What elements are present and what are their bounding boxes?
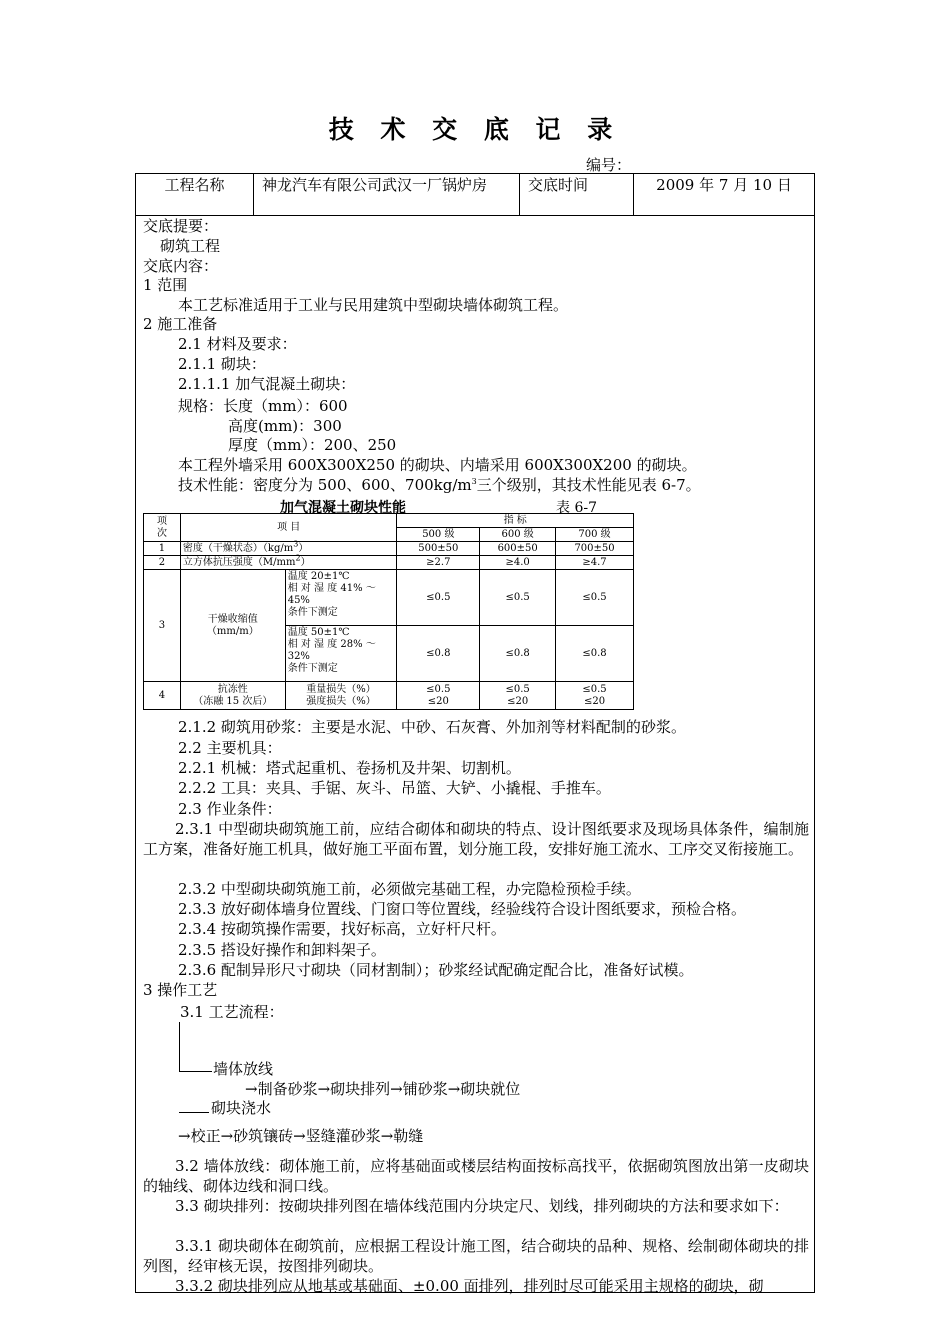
row-3-item: 干燥收缩值 （mm/m） bbox=[180, 570, 285, 682]
briefing-time-value: 2009 年 7 月 10 日 bbox=[656, 176, 792, 194]
row-1-val-500: 500±50 bbox=[397, 542, 480, 556]
col-no-header: 项 次 bbox=[144, 514, 181, 542]
section-1-heading: 1 范围 bbox=[143, 276, 188, 294]
spec-thickness: 厚度（mm）：200、250 bbox=[228, 436, 397, 454]
row-2-val-600: ≥4.0 bbox=[480, 556, 556, 570]
performance-sup: 3 bbox=[471, 477, 477, 486]
section-3-3-1: 3.3.1 砌块砌体在砌筑前，应根据工程设计施工图，结合砌块的品种、规格、绘制砌体砌块的排列图，经审核无误，按图排列砌块。 bbox=[143, 1237, 809, 1275]
flow-steps-row-1: →制备砂浆→砌块排列→铺砂浆→砌块就位 bbox=[245, 1080, 521, 1098]
table-number: 表 6-7 bbox=[556, 500, 597, 516]
summary-label: 交底提要： bbox=[143, 217, 219, 235]
content-label: 交底内容： bbox=[143, 257, 219, 275]
flow-step-wall-layout: 墙体放线 bbox=[213, 1060, 274, 1078]
section-2-2-1: 2.2.1 机械：塔式起重机、卷扬机及井架、切割机。 bbox=[178, 759, 521, 777]
flow-bracket bbox=[179, 1022, 180, 1072]
project-name-label: 工程名称 bbox=[136, 174, 254, 215]
row-4-no: 4 bbox=[144, 682, 181, 710]
grade-700: 700 级 bbox=[556, 528, 634, 542]
section-2-3-2: 2.3.2 中型砌块砌筑施工前，必须做完基础工程，办完隐检预检手续。 bbox=[178, 880, 641, 898]
col-item-header: 项 目 bbox=[180, 514, 397, 542]
row-3a-val-700: ≤0.5 bbox=[556, 570, 634, 626]
section-2-3-6: 2.3.6 配制异形尺寸砌块（同材割制）；砂浆经试配确定配合比，准备好试模。 bbox=[178, 961, 694, 979]
briefing-time-label: 交底时间 bbox=[520, 174, 634, 215]
performance-text-a: 技术性能：密度分为 500、600、700kg/m bbox=[178, 476, 472, 494]
row-1-item-b: ） bbox=[298, 542, 309, 554]
row-1-val-600: 600±50 bbox=[480, 542, 556, 556]
grade-600: 600 级 bbox=[480, 528, 556, 542]
wall-spec-text: 本工程外墙采用 600X300X250 的砌块、内墙采用 600X300X200 的砌块。 bbox=[178, 456, 697, 474]
row-4-item: 抗冻性 （冻融 15 次后） bbox=[180, 682, 285, 710]
page-title: 技 术 交 底 记 录 bbox=[328, 115, 622, 144]
section-2-2: 2.2 主要机具： bbox=[178, 739, 282, 757]
row-3a-val-500: ≤0.5 bbox=[397, 570, 480, 626]
row-3b-condition: 温度 50±1℃ 相 对 湿 度 28% ～ 32% 条件下测定 bbox=[285, 626, 397, 682]
row-2-val-500: ≥2.7 bbox=[397, 556, 480, 570]
row-3-no: 3 bbox=[144, 570, 181, 682]
section-2-3: 2.3 作业条件： bbox=[178, 800, 282, 818]
section-2-1-1: 2.1.1 砌块： bbox=[178, 355, 266, 373]
spec-height: 高度(mm)：300 bbox=[228, 417, 342, 435]
section-3-3: 3.3 砌块排列：按砌块排列图在墙体线范围内分块定尺、划线，排列砌块的方法和要求如下： bbox=[175, 1197, 789, 1215]
section-1-text: 本工艺标准适用于工业与民用建筑中型砌块墙体砌筑工程。 bbox=[178, 296, 569, 314]
table-caption: 加气混凝土砌块性能 bbox=[280, 500, 406, 516]
section-2-2-2: 2.2.2 工具：夹具、手锯、灰斗、吊篮、大铲、小撬棍、手推车。 bbox=[178, 779, 611, 797]
col-index-header: 指 标 bbox=[397, 514, 634, 528]
flow-dash-1 bbox=[180, 1071, 212, 1072]
row-4-val-500: ≤0.5 ≤20 bbox=[397, 682, 480, 710]
summary-value: 砌筑工程 bbox=[160, 237, 221, 255]
row-4-val-700: ≤0.5 ≤20 bbox=[556, 682, 634, 710]
project-name-value: 神龙汽车有限公司武汉一厂锅炉房 bbox=[254, 174, 520, 215]
section-2-3-4: 2.3.4 按砌筑操作需要，找好标高，立好杆尺杆。 bbox=[178, 920, 506, 938]
doc-number-label: 编号： bbox=[586, 156, 632, 174]
performance-table bbox=[143, 513, 634, 710]
section-3-heading: 3 操作工艺 bbox=[143, 981, 218, 999]
row-3b-val-700: ≤0.8 bbox=[556, 626, 634, 682]
row-3a-val-600: ≤0.5 bbox=[480, 570, 556, 626]
row-2-no: 2 bbox=[144, 556, 181, 570]
row-1-item-sup: 3 bbox=[293, 539, 299, 549]
section-2-heading: 2 施工准备 bbox=[143, 315, 218, 333]
section-2-3-5: 2.3.5 搭设好操作和卸料架子。 bbox=[178, 941, 386, 959]
row-3a-condition: 温度 20±1℃ 相 对 湿 度 41% ～ 45% 条件下测定 bbox=[285, 570, 397, 626]
row-4-val-600: ≤0.5 ≤20 bbox=[480, 682, 556, 710]
row-1-no: 1 bbox=[144, 542, 181, 556]
section-2-1: 2.1 材料及要求： bbox=[178, 335, 297, 353]
section-3-3-2: 3.3.2 砌块排列应从地基或基础面、±0.00 面排列，排列时尽可能采用主规格的砌块，砌 bbox=[175, 1277, 764, 1295]
section-3-2: 3.2 墙体放线：砌体施工前，应将基础面或楼层结构面按标高找平，依据砌筑图放出第一皮砌块的轴线、砌体边线和洞口线。 bbox=[143, 1157, 809, 1195]
flow-dash-2 bbox=[179, 1112, 209, 1113]
spec-length: 规格：长度（mm）：600 bbox=[178, 397, 348, 415]
row-2-item-sup: 2 bbox=[295, 553, 301, 563]
header-row bbox=[136, 174, 814, 216]
performance-text bbox=[178, 475, 701, 495]
row-1-item-a: 密度（干燥状态）（kg/m bbox=[182, 542, 294, 554]
row-2-item-b: ） bbox=[300, 556, 311, 568]
row-2-val-700: ≥4.7 bbox=[556, 556, 634, 570]
flow-step-watering: 砌块浇水 bbox=[211, 1099, 272, 1117]
performance-text-b: 三个级别，其技术性能见表 6-7。 bbox=[476, 476, 701, 494]
section-3-1: 3.1 工艺流程： bbox=[180, 1003, 284, 1021]
flow-steps-row-2: →校正→砂筑镶砖→竖缝灌砂浆→勒缝 bbox=[178, 1127, 424, 1145]
row-2-item bbox=[180, 553, 397, 570]
section-2-3-3: 2.3.3 放好砌体墙身位置线、门窗口等位置线，经验线符合设计图纸要求，预检合格。 bbox=[178, 900, 746, 918]
row-1-item bbox=[180, 539, 397, 556]
section-2-1-1-1: 2.1.1.1 加气混凝土砌块： bbox=[178, 375, 356, 393]
row-2-item-a: 立方体抗压强度（M/mm bbox=[182, 556, 296, 568]
grade-500: 500 级 bbox=[397, 528, 480, 542]
row-1-val-700: 700±50 bbox=[556, 542, 634, 556]
row-4-condition: 重量损失（%） 强度损失（%） bbox=[285, 682, 397, 710]
section-2-1-2: 2.1.2 砌筑用砂浆：主要是水泥、中砂、石灰膏、外加剂等材料配制的砂浆。 bbox=[178, 718, 686, 736]
section-2-3-1: 2.3.1 中型砌块砌筑施工前，应结合砌体和砌块的特点、设计图纸要求及现场具体条件，编制施工方案，准备好施工机具，做好施工平面布置，划分施工段，安排好施工流水、工序交叉衔接施工。 bbox=[143, 820, 809, 858]
row-3b-val-600: ≤0.8 bbox=[480, 626, 556, 682]
row-3b-val-500: ≤0.8 bbox=[397, 626, 480, 682]
